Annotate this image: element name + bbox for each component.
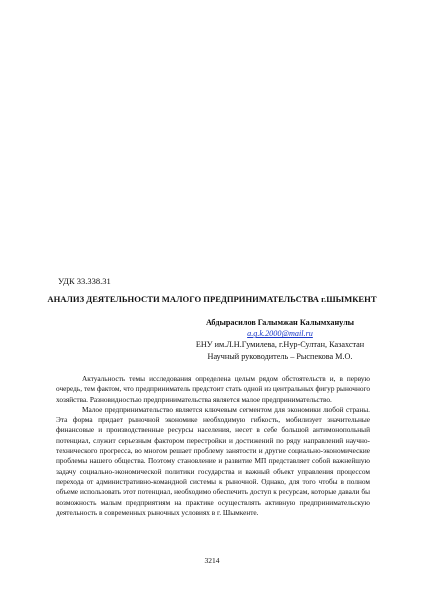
- scientific-supervisor: Научный руководитель – Рыспекова М.О.: [207, 351, 353, 361]
- author-block: [190, 317, 370, 362]
- body-paragraph: Малое предпринимательство является ключевым сегментом для экономики любой страны. Эта форма придает рыночной экономике необходимую гибкость, мобилизует значительные финансовые и производственные ресурсы населения, несет в себе большой антимонопольный потенциал, служит серьезным фактором перестройки и достижений по ряду направлений научно-технического прогресса, во многом решает проблему занятости и другие социально-экономические проблемы нашего общества. Поэтому становление и развитие МП представляет собой важнейшую задачу социально-экономической политики государства и важный объект управления процессом перехода от административно-командной системы к рыночной. Однако, для того чтобы в полном объеме использовать этот потенциал, необходимо обеспечить доступ к ресурсам, которые давали бы возможность малым предприятиям на практике осуществлять активную предпринимательскую деятельность в современных рыночных условиях в г. Шымкенте.: [56, 404, 370, 517]
- article-title: АНАЛИЗ ДЕЯТЕЛЬНОСТИ МАЛОГО ПРЕДПРИНИМАТЕЛЬСТВА г.ШЫМКЕНТ: [47, 294, 377, 304]
- author-name: Абдырасилов Галымжан Калымханулы: [205, 318, 355, 327]
- udk-code: УДК 33.338.31: [58, 276, 111, 286]
- body-paragraph: Актуальность темы исследования определена целым рядом обстоятельств и, в первую очередь, тем фактом, что предприниматель предстоит стать одной из центральных фигур рыночного хозяйства. Разновидностью предпринимательства является малое предпринимательство.: [56, 374, 370, 404]
- author-email-link[interactable]: a.g.k.2000@mail.ru: [247, 329, 313, 339]
- article-body: [56, 374, 370, 518]
- page-number: 3214: [204, 556, 220, 565]
- author-affiliation: ЕНУ им.Л.Н.Гумилева, г.Нур-Султан, Казахстан: [195, 340, 365, 350]
